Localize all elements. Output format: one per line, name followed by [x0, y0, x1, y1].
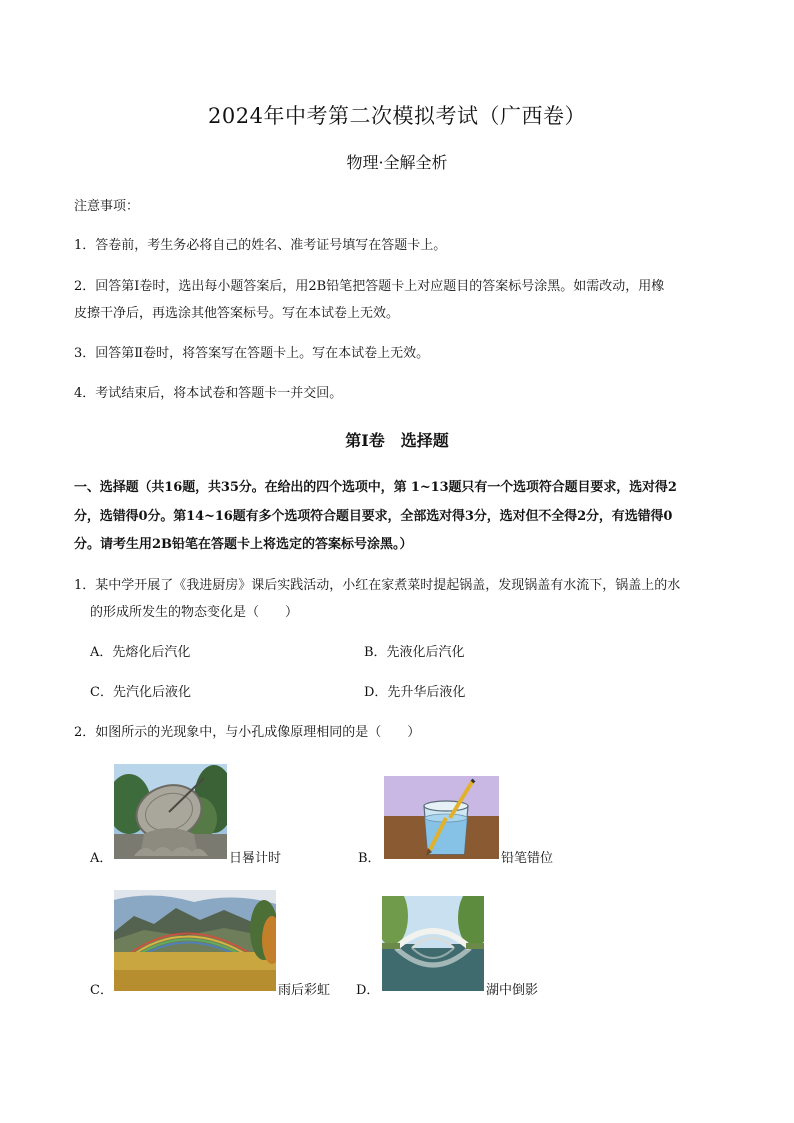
- q1-option-b: B．先液化后汽化: [364, 645, 465, 660]
- q1-option-c: C．先汽化后液化: [90, 685, 191, 700]
- q2-option-a-letter: A．: [90, 851, 113, 866]
- part1-instructions-3: 分。请考生用2B铅笔在答题卡上将选定的答案标号涂黑。）: [74, 537, 413, 552]
- notice-item-2: 2．回答第Ⅰ卷时，选出每小题答案后，用2B铅笔把答题卡上对应题目的答案标号涂黑。如需改动，用橡: [74, 279, 665, 294]
- q2-option-a-caption: 日晷计时: [229, 851, 282, 866]
- notice-item-3: 3．回答第Ⅱ卷时，将答案写在答题卡上。写在本试卷上无效。: [74, 346, 430, 361]
- rainbow-image: [114, 890, 276, 991]
- sundial-image: [114, 764, 227, 859]
- notice-item-4: 4．考试结束后，将本试卷和答题卡一并交回。: [74, 386, 343, 401]
- page-subtitle: 物理·全解全析: [346, 153, 448, 172]
- q1-option-a: A．先熔化后汽化: [90, 645, 191, 660]
- q1-option-d: D．先升华后液化: [364, 685, 466, 700]
- q2-option-d-letter: D．: [356, 983, 380, 998]
- q2-option-c-caption: 雨后彩虹: [278, 983, 331, 998]
- page-title: 2024年中考第二次模拟考试（广西卷）: [208, 104, 586, 128]
- q2-option-b-caption: 铅笔错位: [501, 851, 554, 866]
- part1-instructions-1: 一、选择题（共16题，共35分。在给出的四个选项中，第 1~13题只有一个选项符合题目要求，选对得2: [74, 480, 677, 495]
- q2-option-d-caption: 湖中倒影: [486, 983, 539, 998]
- section-title: 第Ⅰ卷 选择题: [345, 431, 449, 450]
- q2-stem: 2．如图所示的光现象中，与小孔成像原理相同的是（ ）: [74, 725, 421, 740]
- q2-option-c-letter: C．: [90, 983, 113, 998]
- bridge-reflection-image: [382, 896, 484, 991]
- notice-item-2-cont: 皮擦干净后，再选涂其他答案标号。写在本试卷上无效。: [74, 306, 400, 321]
- q1-stem-1: 1．某中学开展了《我进厨房》课后实践活动，小红在家煮菜时提起锅盖，发现锅盖有水流下，锅盖上的水: [74, 578, 681, 593]
- pencil-glass-image: [384, 776, 499, 859]
- part1-instructions-2: 分，选错得0分。第14~16题有多个选项符合题目要求，全部选对得3分，选对但不全得2分，有选错得0: [74, 509, 673, 524]
- notice-item-1: 1．答卷前，考生务必将自己的姓名、准考证号填写在答题卡上。: [74, 238, 447, 253]
- q1-stem-2: 的形成所发生的物态变化是（ ）: [90, 605, 299, 620]
- notice-heading: 注意事项：: [74, 199, 140, 214]
- q2-option-b-letter: B．: [358, 851, 381, 866]
